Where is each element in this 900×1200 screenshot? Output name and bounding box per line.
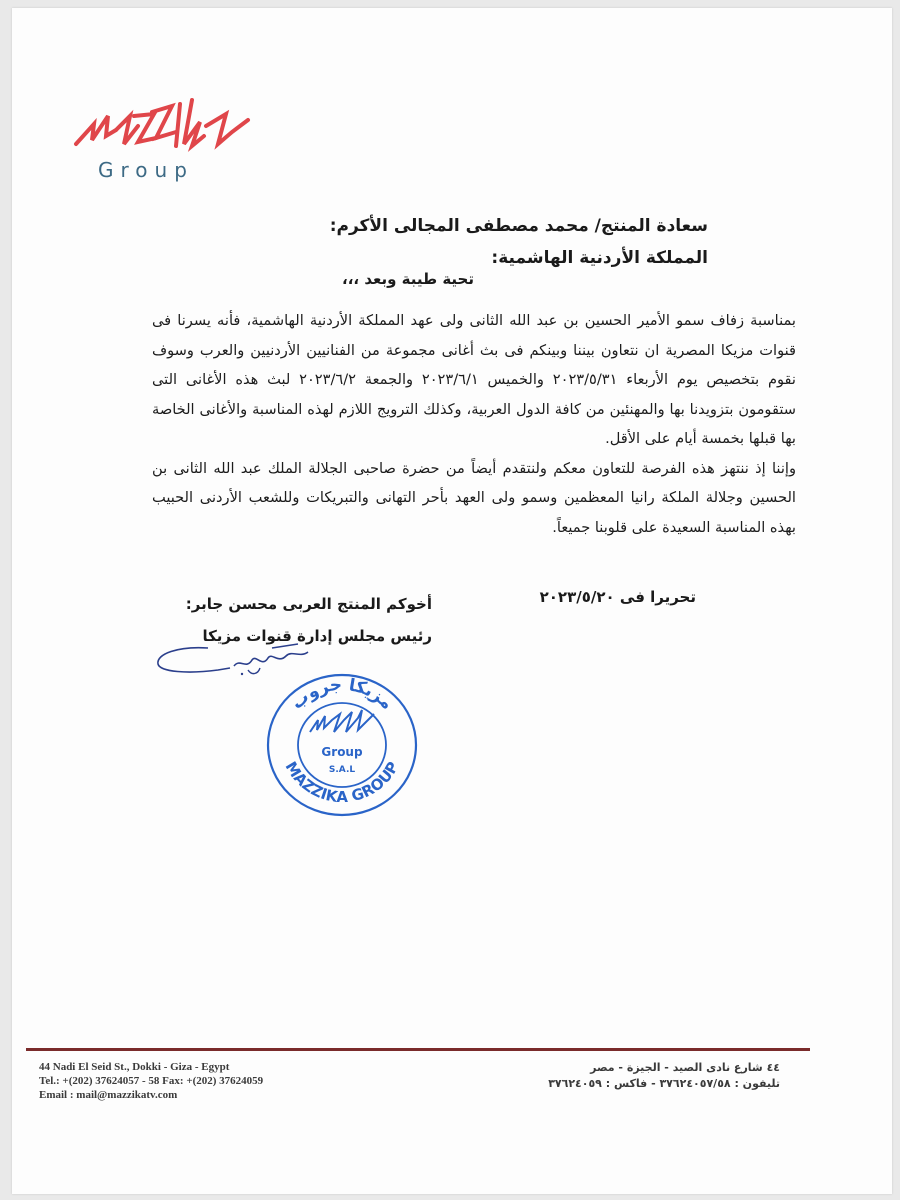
issue-date: تحريرا فى ٢٠٢٣/٥/٢٠ bbox=[539, 588, 696, 606]
footer-address-ar: ٤٤ شارع نادى الصيد - الجيزة - مصر bbox=[590, 1061, 780, 1074]
svg-text:S.A.L: S.A.L bbox=[328, 765, 356, 775]
addressee-name: سعادة المنتج/ محمد مصطفى المجالى الأكرم: bbox=[329, 216, 708, 236]
footer-phone: Tel.: +(202) 37624057 - 58 Fax: +(202) 37624059 bbox=[39, 1075, 264, 1087]
addressee-block bbox=[188, 210, 708, 274]
signatory-title: رئيس مجلس إدارة قنوات مزيكا bbox=[202, 627, 432, 645]
svg-text:MAZZIKA GROUP: MAZZIKA GROUP bbox=[281, 758, 403, 807]
letter-page bbox=[12, 8, 892, 1194]
greeting: تحية طيبة وبعد ،،، bbox=[342, 270, 474, 288]
footer-address: 44 Nadi El Seid St., Dokki - Giza - Egypt bbox=[39, 1061, 230, 1073]
svg-text:Group: Group bbox=[321, 745, 363, 759]
body-paragraph-1: بمناسبة زفاف سمو الأمير الحسين بن عبد الله الثانى ولى عهد المملكة الأردنية الهاشمية، فأنه يسرنا فى قنوات مزيكا المصرية ان نتعاون بيننا وبينكم فى بث أغانى مجموعة من الفنانيين الأردنيين والعرب وسوف نقوم بتخصيص يوم الأربعاء ٢٠٢٣/٥/٣١ والخميس ٢٠٢٣/٦/١ والجمعة ٢٠٢٣/٦/٢ لبث هذه الأغانى التى ستقومون بتزويدنا بها والمهنئين من كافة الدول العربية، وكذلك الترويج اللازم لهذه المناسبة والأغانى الخاصة بها قبلها بخمسة أيام على الأقل. bbox=[152, 312, 796, 447]
footer-divider bbox=[26, 1048, 810, 1051]
footer-address-arabic bbox=[480, 1060, 780, 1092]
footer-address-english bbox=[39, 1060, 339, 1102]
svg-text:مزيكا جروب: مزيكا جروب bbox=[287, 674, 397, 714]
footer-phone-ar: تليفون : ٣٧٦٢٤٠٥٧/٥٨ - فاكس : ٣٧٦٢٤٠٥٩ bbox=[548, 1077, 780, 1090]
letter-body bbox=[152, 306, 796, 542]
footer-email: Email : mail@mazzikatv.com bbox=[39, 1089, 178, 1101]
body-paragraph-2: وإننا إذ ننتهز هذه الفرصة للتعاون معكم ولنتقدم أيضاً من حضرة صاحبى الجلالة الملك عبد الله الثانى بن الحسين وجلالة الملكة رانيا المعظمين وسمو ولى العهد بأحر التهانى والتبريكات وللشعب الأردنى الحبيب بهذه المناسبة السعيدة على قلوبنا جميعاً. bbox=[152, 459, 796, 536]
logo-subtitle: Group bbox=[98, 158, 194, 182]
company-stamp bbox=[262, 670, 422, 820]
signatory-closing: أخوكم المنتج العربى محسن جابر: bbox=[185, 595, 432, 613]
addressee-country: المملكة الأردنية الهاشمية: bbox=[491, 248, 708, 268]
